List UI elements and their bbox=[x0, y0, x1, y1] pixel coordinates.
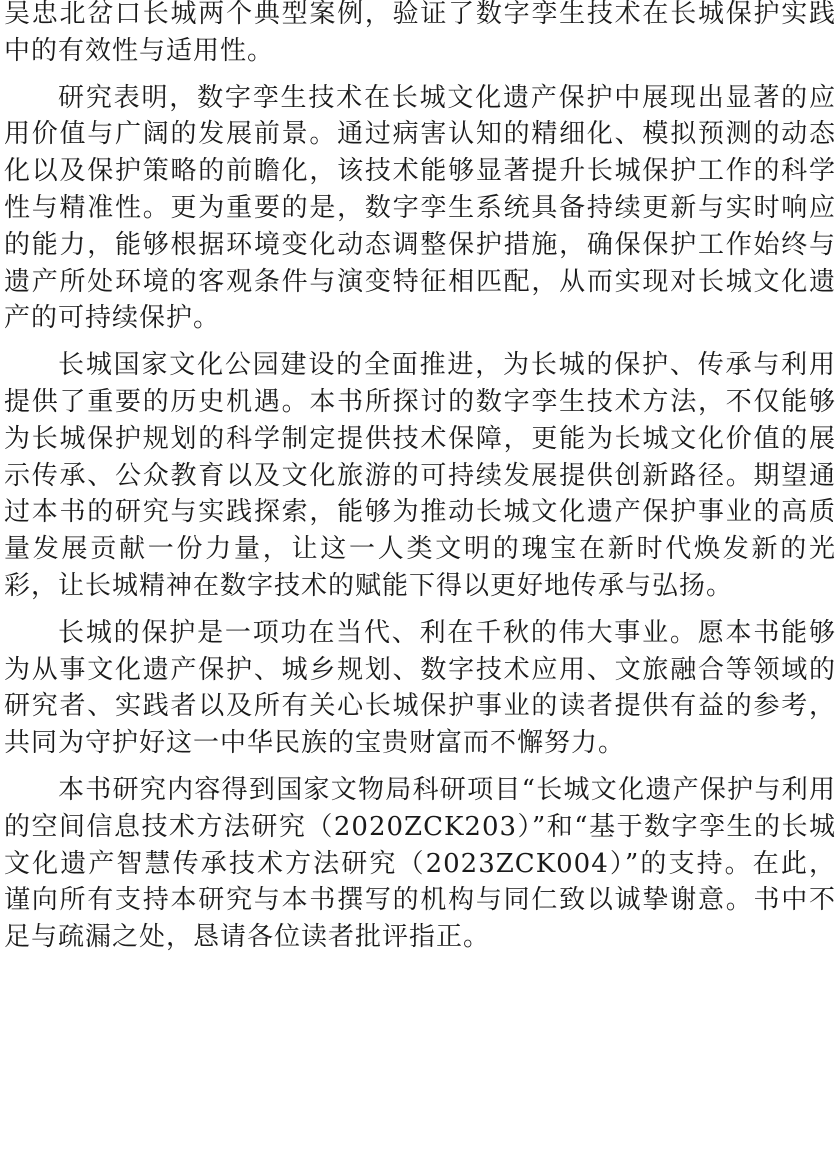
paragraph-gap bbox=[4, 70, 838, 80]
paragraph-gap bbox=[4, 605, 838, 615]
paragraph-2: 研究表明，数字孪生技术在长城文化遗产保护中展现出显著的应用价值与广阔的发展前景。通过病害认知的精细化、模拟预测的动态化以及保护策略的前瞻化，该技术能够显著提升长城保护工作的科学性与精准性。更为重要的是，数字孪生系统具备持续更新与实时响应的能力，能够根据环境变化动态调整保护措施，确保保护工作始终与遗产所处环境的客观条件与演变特征相匹配，从而实现对长城文化遗产的可持续保护。 bbox=[4, 82, 836, 334]
paragraph-gap bbox=[4, 337, 838, 347]
paragraph-1: 吴忠北岔口长城两个典型案例，验证了数字孪生技术在长城保护实践中的有效性与适用性。 bbox=[4, 0, 836, 66]
paragraph-5: 本书研究内容得到国家文物局科研项目“长城文化遗产保护与利用的空间信息技术方法研究（2020ZCK203）”和“基于数字孪生的长城文化遗产智慧传承技术方法研究（2023ZCK004）”的支持。在此，谨向所有支持本研究与本书撰写的机构与同仁致以诚挚谢意。书中不足与疏漏之处，恳请各位读者批评指正。 bbox=[4, 774, 836, 953]
paragraph-3: 长城国家文化公园建设的全面推进，为长城的保护、传承与利用提供了重要的历史机遇。本书所探讨的数字孪生技术方法，不仅能够为长城保护规划的科学制定提供技术保障，更能为长城文化价值的展示传承、公众教育以及文化旅游的可持续发展提供创新路径。期望通过本书的研究与实践探索，能够为推动长城文化遗产保护事业的高质量发展贡献一份力量，让这一人类文明的瑰宝在新时代焕发新的光彩，让长城精神在数字技术的赋能下得以更好地传承与弘扬。 bbox=[4, 350, 836, 601]
paragraph-4: 长城的保护是一项功在当代、利在千秋的伟大事业。愿本书能够为从事文化遗产保护、城乡规划、数字技术应用、文旅融合等领域的研究者、实践者以及所有关心长城保护事业的读者提供有益的参考，共同为守护好这一中华民族的宝贵财富而不懈努力。 bbox=[4, 617, 836, 759]
paragraph-gap bbox=[4, 762, 838, 772]
